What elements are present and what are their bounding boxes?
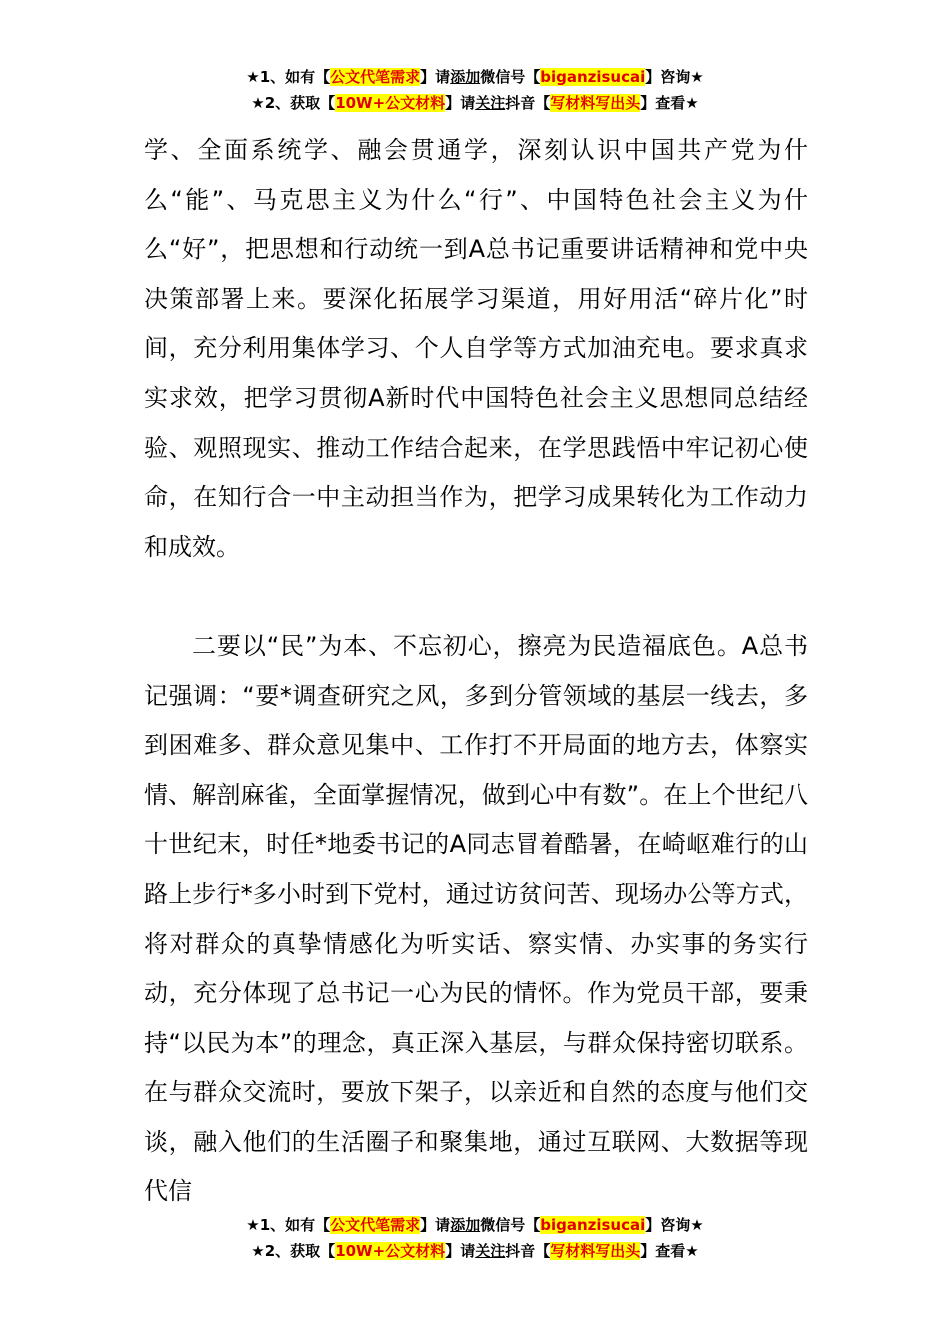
banner-line-2 [0, 90, 950, 116]
paragraph-gap [144, 572, 808, 622]
banner-text: ★1、如有【 [246, 68, 331, 86]
footer-banner [0, 1212, 950, 1264]
banner-highlight: 公文代笔需求 [330, 68, 421, 86]
banner-emphasis: 添加 [450, 68, 481, 86]
banner-line-1 [0, 1212, 950, 1238]
banner-text: ★2、获取【 [251, 94, 336, 112]
banner-text: 抖音【 [505, 1242, 551, 1260]
banner-text: 】请 [445, 1242, 476, 1260]
banner-line-2 [0, 1238, 950, 1264]
banner-text: 微信号【 [480, 1216, 541, 1234]
banner-highlight: 公文代笔需求 [330, 1216, 421, 1234]
banner-text: 】请 [420, 1216, 451, 1234]
banner-highlight: 写材料写出头 [550, 94, 641, 112]
banner-text: 】查看★ [640, 94, 699, 112]
banner-emphasis: 关注 [475, 94, 506, 112]
banner-text: 】请 [420, 68, 451, 86]
banner-text: 微信号【 [480, 68, 541, 86]
banner-text: 】咨询★ [645, 68, 704, 86]
header-banner [0, 64, 950, 116]
banner-highlight: biganzisucai [540, 68, 646, 86]
body-paragraph-1: 学、全面系统学、融会贯通学，深刻认识中国共产党为什么“能”、马克思主义为什么“行”、中国特色社会主义为什么“好”，把思想和行动统一到A总书记重要讲话精神和党中央决策部署上来。要深化拓展学习渠道，用好用活“碎片化”时间，充分利用集体学习、个人自学等方式加油充电。要求真求实求效，把学习贯彻A新时代中国特色社会主义思想同总结经验、观照现实、推动工作结合起来，在学思践悟中牢记初心使命，在知行合一中主动担当作为，把学习成果转化为工作动力和成效。 [144, 136, 808, 561]
banner-text: 】查看★ [640, 1242, 699, 1260]
banner-text: 】咨询★ [645, 1216, 704, 1234]
banner-text: 】请 [445, 94, 476, 112]
banner-highlight: biganzisucai [540, 1216, 646, 1234]
banner-highlight: 10W+公文材料 [335, 94, 446, 112]
banner-emphasis: 关注 [475, 1242, 506, 1260]
banner-highlight: 10W+公文材料 [335, 1242, 446, 1260]
document-body [144, 126, 808, 1217]
banner-text: 抖音【 [505, 94, 551, 112]
banner-emphasis: 添加 [450, 1216, 481, 1234]
banner-highlight: 写材料写出头 [550, 1242, 641, 1260]
banner-text: ★1、如有【 [246, 1216, 331, 1234]
banner-text: ★2、获取【 [251, 1242, 336, 1260]
banner-line-1 [0, 64, 950, 90]
body-paragraph-2: 二要以“民”为本、不忘初心，擦亮为民造福底色。A总书记强调：“要*调查研究之风，多到分管领域的基层一线去，多到困难多、群众意见集中、工作打不开局面的地方去，体察实情、解剖麻雀，全面掌握情况，做到心中有数”。在上个世纪八十世纪末，时任*地委书记的A同志冒着酷暑，在崎岖难行的山路上步行*多小时到下党村，通过访贫问苦、现场办公等方式，将对群众的真挚情感化为听实话、察实情、办实事的务实行动，充分体现了总书记一心为民的情怀。作为党员干部，要秉持“以民为本”的理念，真正深入基层，与群众保持密切联系。在与群众交流时，要放下架子，以亲近和自然的态度与他们交谈，融入他们的生活圈子和聚集地，通过互联网、大数据等现代信 [144, 631, 808, 1206]
